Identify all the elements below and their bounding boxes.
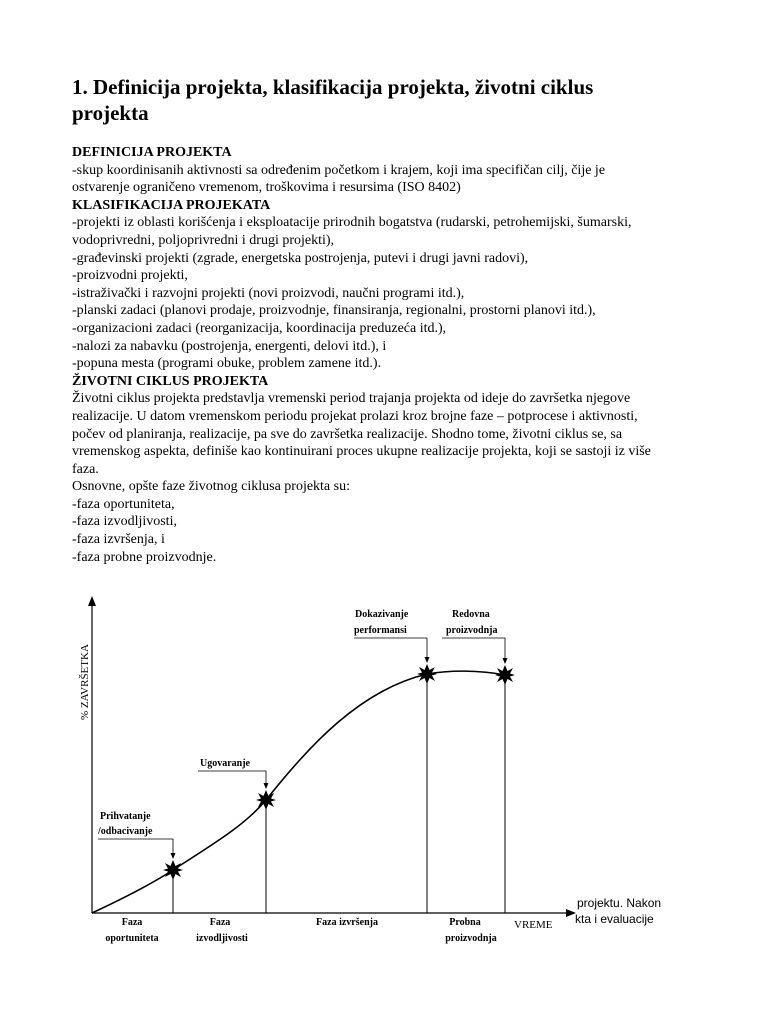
side-text-line-2: kta i evaluacije	[575, 912, 654, 926]
text-line: vremenskog aspekta, definiše kao kontinuirani proces ukupne realizacije projekta, koji se sastoji iz više	[72, 444, 651, 460]
text-line: -proizvodni projekti,	[72, 268, 188, 284]
phase-label-trial-production	[445, 917, 497, 944]
milestone-regular-production	[442, 609, 508, 664]
svg-text:oportuniteta: oportuniteta	[105, 933, 159, 944]
x-axis-label: VREME	[514, 919, 553, 931]
title-line-2: projekta	[72, 101, 149, 125]
completion-curve	[92, 671, 505, 913]
text-line: -skup koordinisanih aktivnosti sa određenim početkom i krajem, koji ima specifičan cilj, čije je	[72, 162, 606, 178]
text-line: -faza izvodljivosti,	[72, 514, 177, 530]
text-line: Životni ciklus projekta predstavlja vremenski period trajanja projekta od ideje do završetka njegove	[72, 391, 631, 407]
text-line: vodoprivredni, poljoprivredni i drugi projekti),	[72, 232, 335, 248]
svg-text:Ugovaranje: Ugovaranje	[200, 758, 250, 769]
text-line: Osnovne, opšte faze životnog ciklusa projekta su:	[72, 479, 350, 495]
phase-label-opportunity	[105, 917, 158, 944]
side-text-line-1: projektu. Nakon	[577, 896, 662, 910]
text-line: -nalozi za nabavku (postrojenja, energenti, delovi itd.), i	[72, 338, 387, 354]
arrow-down-icon	[503, 658, 508, 664]
milestone-acceptance	[97, 811, 176, 859]
svg-text:Probna: Probna	[449, 917, 481, 928]
svg-text:/odbacivanje: /odbacivanje	[98, 826, 153, 837]
svg-text:Prihvatanje: Prihvatanje	[100, 811, 151, 822]
svg-text:izvodljivosti: izvodljivosti	[196, 933, 248, 944]
milestone-star-icon	[163, 860, 183, 880]
svg-text:Faza: Faza	[209, 917, 231, 928]
text-line: -faza oportuniteta,	[72, 496, 175, 512]
y-axis-label: % ZAVRŠETKA	[79, 644, 91, 720]
text-line: realizacije. U datom vremenskom periodu projekat prolazi kroz brojne faze – potprocese i aktivnosti,	[72, 408, 638, 424]
text-line: -projekti iz oblasti korišćenja i eksploatacije prirodnih bogatstva (rudarski, petrohemijski, šumarski,	[72, 215, 632, 231]
arrow-down-icon	[425, 657, 430, 663]
text-line: -popuna mesta (programi obuke, problem zamene itd.).	[72, 356, 382, 372]
svg-text:proizvodnja: proizvodnja	[446, 625, 498, 636]
phase-label-execution	[316, 917, 378, 928]
svg-text:performansi: performansi	[354, 625, 407, 636]
y-axis-arrow-icon	[88, 596, 96, 606]
svg-text:proizvodnja: proizvodnja	[445, 933, 497, 944]
arrow-down-icon	[264, 783, 269, 789]
text-line: -građevinski projekti (zgrade, energetska postrojenja, putevi i drugi javni radovi),	[72, 250, 529, 266]
text-line: ostvarenje ograničeno vremenom, troškovima i resursima (ISO 8402)	[72, 180, 461, 196]
title-line-1: 1. Definicija projekta, klasifikacija projekta, životni ciklus	[72, 75, 594, 99]
svg-text:Redovna: Redovna	[452, 609, 490, 620]
svg-text:Faza: Faza	[121, 917, 143, 928]
milestone-performance	[354, 609, 430, 663]
text-line: počev od planiranja, realizacije, pa sve do završetka realizacije. Shodno tome, životni ciklus se, sa	[72, 426, 623, 442]
phase-label-feasibility	[196, 917, 248, 944]
svg-text:Faza izvršenja: Faza izvršenja	[316, 917, 378, 928]
section-heading: ŽIVOTNI CIKLUS PROJEKTA	[72, 373, 269, 389]
section-heading: KLASIFIKACIJA PROJEKATA	[72, 197, 271, 213]
milestone-star-icon	[495, 665, 515, 685]
text-line: -istraživački i razvojni projekti (novi proizvodi, naučni programi itd.),	[72, 285, 465, 301]
text-line: -faza izvršenja, i	[72, 532, 165, 548]
section-heading: DEFINICIJA PROJEKTA	[72, 145, 232, 160]
milestone-contracting	[198, 758, 269, 789]
text-line: -organizacioni zadaci (reorganizacija, koordinacija preduzeća itd.),	[72, 320, 447, 336]
text-line: -planski zadaci (planovi prodaje, proizvodnje, finansiranja, regionalni, prostorni planovi itd.),	[72, 303, 596, 319]
svg-text:Dokazivanje: Dokazivanje	[355, 609, 409, 620]
text-line: -faza probne proizvodnje.	[72, 549, 217, 565]
text-line: faza.	[72, 461, 99, 477]
arrow-down-icon	[171, 853, 176, 859]
milestone-star-icon	[417, 664, 437, 684]
